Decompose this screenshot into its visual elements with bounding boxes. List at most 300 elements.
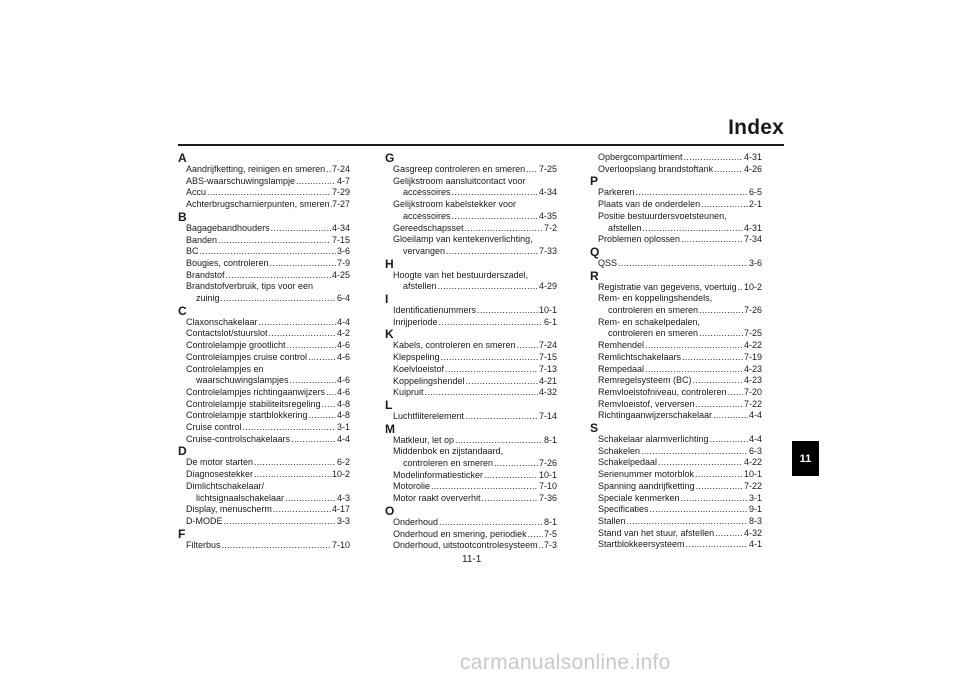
index-entry-page: 7-26 xyxy=(743,305,762,316)
index-entry-text: Contactslot/stuurslot xyxy=(186,328,268,339)
index-entry-page: 3-1 xyxy=(336,422,350,433)
index-entry xyxy=(385,305,557,317)
index-entry-page: 4-35 xyxy=(538,210,557,221)
index-entry-page: 9-1 xyxy=(748,504,762,515)
index-entry-text: controleren en smeren xyxy=(608,305,699,316)
index-entry-page: 10-1 xyxy=(743,469,762,480)
index-entry xyxy=(590,164,762,176)
index-entry-page: 4-4 xyxy=(748,410,762,421)
dot-leader xyxy=(308,352,336,364)
index-entry-text: afstellen xyxy=(608,222,642,233)
index-entry xyxy=(590,539,762,551)
dot-leader xyxy=(309,410,336,422)
index-entry-page: 7-15 xyxy=(331,234,350,245)
index-entry-text: De motor starten xyxy=(186,457,254,468)
section-letter: Q xyxy=(590,244,600,259)
index-entry xyxy=(385,211,557,223)
index-entry xyxy=(178,434,350,446)
index-entry xyxy=(178,317,350,329)
dot-leader xyxy=(682,352,743,364)
index-entry-text: Remvloeistof, verversen xyxy=(598,398,695,409)
index-entry-text: Kuipruit xyxy=(393,387,424,398)
index-entry-text: controleren en smeren xyxy=(403,458,494,469)
dot-leader xyxy=(658,457,743,469)
index-entry xyxy=(178,164,350,176)
index-entry xyxy=(178,516,350,528)
dot-leader xyxy=(695,469,743,481)
index-entry-page: 4-6 xyxy=(336,351,350,362)
watermark: carmanualsonline.info xyxy=(460,651,671,674)
section-letter: B xyxy=(178,209,187,224)
index-entry xyxy=(590,481,762,493)
dot-leader xyxy=(452,211,538,223)
index-entry xyxy=(590,340,762,352)
index-entry xyxy=(385,411,557,423)
index-entry-page: 4-31 xyxy=(743,152,762,162)
index-entry xyxy=(590,305,762,317)
index-entry xyxy=(178,246,350,258)
index-entry-heading: Rem- en koppelingshendels, xyxy=(598,293,713,304)
dot-leader xyxy=(517,340,538,352)
index-entry-text: Kabels, controleren en smeren xyxy=(393,340,516,351)
index-entry-text: Claxonschakelaar xyxy=(186,316,258,327)
index-entry xyxy=(178,328,350,340)
index-entry-text: Stand van het stuur, afstellen xyxy=(598,527,715,538)
index-entry-page: 4-25 xyxy=(331,269,350,280)
index-entry-text: Serienummer motorblok xyxy=(598,469,695,480)
index-entry-page: 4-34 xyxy=(331,222,350,233)
index-entry-text: Startblokkeersysteem xyxy=(598,539,685,550)
index-entry-page: 7-25 xyxy=(538,164,557,174)
index-entry xyxy=(590,258,762,270)
index-entry-text: Overloopslang brandstoftank xyxy=(598,163,714,174)
index-entry-text: Inrijperiode xyxy=(393,316,438,327)
index-entry-text: Brandstof xyxy=(186,269,225,280)
dot-leader xyxy=(618,258,748,270)
dot-leader xyxy=(455,435,543,447)
index-entry-text: vervangen xyxy=(403,245,446,256)
index-entry-text: Specificaties xyxy=(598,504,649,515)
dot-leader xyxy=(290,375,336,387)
index-entry-page: 7-24 xyxy=(538,340,557,351)
dot-leader xyxy=(452,187,538,199)
index-entry-text: Schakelpedaal xyxy=(598,457,658,468)
section-letter: K xyxy=(385,327,394,342)
section-letter: I xyxy=(385,292,389,307)
index-entry-page: 3-3 xyxy=(336,515,350,526)
section-letter: G xyxy=(385,151,395,165)
index-entry xyxy=(385,529,557,541)
index-entry-page: 3-6 xyxy=(336,246,350,257)
index-entry-page: 4-6 xyxy=(336,375,350,386)
index-entry-text: Accu xyxy=(186,187,207,198)
dot-leader xyxy=(441,352,538,364)
index-entry-text: controleren en smeren xyxy=(608,328,699,339)
index-entry-text: Bagagebandhouders xyxy=(186,222,270,233)
index-entry xyxy=(178,223,350,235)
index-entry-text: Stallen xyxy=(598,515,626,526)
index-entry-page: 4-2 xyxy=(336,328,350,339)
index-entry-text: Koelvloeistof xyxy=(393,363,445,374)
section-letter: C xyxy=(178,303,187,318)
index-entry xyxy=(590,375,762,387)
index-entry-page: 4-29 xyxy=(538,281,557,292)
index-entry-text: Remvloeistofniveau, controleren xyxy=(598,386,727,397)
dot-leader xyxy=(710,434,748,446)
index-entry-page: 7-22 xyxy=(743,480,762,491)
index-entry-text: Bougies, controleren xyxy=(186,257,269,268)
index-entry-page: 4-23 xyxy=(743,363,762,374)
dot-leader xyxy=(439,517,543,529)
index-entry-page: 4-7 xyxy=(336,175,350,186)
index-entry-text: Controlelampjes richtingaanwijzers xyxy=(186,386,326,397)
index-entry-page: 7-26 xyxy=(538,458,557,469)
index-entry-text: Rempedaal xyxy=(598,363,645,374)
index-entry-page: 4-17 xyxy=(331,504,350,515)
index-entry xyxy=(385,281,557,293)
dot-leader xyxy=(226,270,331,282)
dot-leader xyxy=(445,364,538,376)
index-entry xyxy=(385,493,557,505)
index-entry-text: Identificatienummers xyxy=(393,305,477,316)
dot-leader xyxy=(627,516,748,528)
dot-leader xyxy=(465,411,538,423)
index-entry-text: Diagnosestekker xyxy=(186,469,254,480)
index-entry xyxy=(178,352,350,364)
index-entry-heading: Brandstofverbruik, tips voor een xyxy=(186,281,314,292)
dot-leader xyxy=(528,529,543,541)
index-entry-page: 7-14 xyxy=(538,410,557,421)
dot-leader xyxy=(326,387,336,399)
index-entry-page: 7-5 xyxy=(543,528,557,539)
index-entry-page: 4-8 xyxy=(336,410,350,421)
index-entry xyxy=(590,528,762,540)
index-entry-text: Onderhoud en smering, periodiek xyxy=(393,528,527,539)
index-entry-page: 4-6 xyxy=(336,340,350,351)
page-title: Index xyxy=(728,116,784,139)
index-entry-text: Motor raakt oververhit xyxy=(393,493,481,504)
index-entry-text: Luchtfilterelement xyxy=(393,410,465,421)
dot-leader xyxy=(738,282,743,294)
index-entry xyxy=(590,516,762,528)
dot-leader xyxy=(466,376,538,388)
section-letter: S xyxy=(590,421,599,436)
index-entry-page: 7-29 xyxy=(331,187,350,198)
dot-leader xyxy=(681,234,743,246)
section-letter: H xyxy=(385,256,394,271)
index-entry-heading: Dimlichtschakelaar/ xyxy=(186,480,265,491)
index-entry-text: lichtsignaalschakelaar xyxy=(196,492,285,503)
dot-leader xyxy=(699,328,743,340)
index-entry-text: Remlichtschakelaars xyxy=(598,351,682,362)
section-letter: A xyxy=(178,151,187,165)
dot-leader xyxy=(715,528,743,540)
index-entry-text: zuinig xyxy=(196,293,220,304)
index-entry xyxy=(178,375,350,387)
index-entry-text: ABS-waarschuwingslampje xyxy=(186,175,296,186)
index-entry-text: D-MODE xyxy=(186,515,223,526)
dot-leader xyxy=(296,176,336,188)
dot-leader xyxy=(200,246,336,258)
chapter-tab: 11 xyxy=(792,441,819,476)
index-entry xyxy=(590,234,762,246)
index-entry-text: Plaats van de onderdelen xyxy=(598,199,701,210)
section-letter: R xyxy=(590,268,599,283)
index-entry xyxy=(590,399,762,411)
index-entry-text: Koppelingshendel xyxy=(393,375,465,386)
index-entry-page: 6-1 xyxy=(543,316,557,327)
index-entry-page: 4-8 xyxy=(336,398,350,409)
dot-leader xyxy=(287,340,336,352)
dot-leader xyxy=(477,305,538,317)
index-entry-page: 7-24 xyxy=(331,164,350,174)
dot-leader xyxy=(271,223,331,235)
index-entry xyxy=(385,187,557,199)
index-entry-text: Modelinformatiesticker xyxy=(393,469,484,480)
dot-leader xyxy=(693,375,743,387)
index-entry xyxy=(178,199,350,211)
index-entry-text: Registratie van gegevens, voertuig xyxy=(598,281,737,292)
index-entry-page: 4-34 xyxy=(538,187,557,198)
index-entry-page: 7-25 xyxy=(743,328,762,339)
index-entry-text: Remhendel xyxy=(598,340,645,351)
index-entry-page: 7-15 xyxy=(538,352,557,363)
index-entry-page: 4-4 xyxy=(336,433,350,444)
index-entry xyxy=(590,446,762,458)
index-entry xyxy=(178,187,350,199)
index-entry-page: 2-1 xyxy=(748,199,762,210)
dot-leader xyxy=(728,387,743,399)
index-entry xyxy=(590,434,762,446)
index-entry-text: Remregelsysteem (BC) xyxy=(598,375,692,386)
index-entry xyxy=(590,199,762,211)
dot-leader xyxy=(641,446,748,458)
index-entry xyxy=(590,387,762,399)
index-entry xyxy=(590,504,762,516)
dot-leader xyxy=(494,458,538,470)
index-entry-text: BC xyxy=(186,246,199,257)
index-entry-text: Klepspeling xyxy=(393,352,440,363)
dot-leader xyxy=(270,258,336,270)
index-entry-page: 7-34 xyxy=(743,234,762,245)
index-column-2 xyxy=(385,152,557,552)
title-rule xyxy=(178,144,784,146)
index-entry-text: Richtingaanwijzerschakelaar xyxy=(598,410,713,421)
index-entry xyxy=(178,410,350,422)
index-entry xyxy=(590,410,762,422)
index-entry-heading: Positie bestuurdersvoetsteunen, xyxy=(598,210,727,221)
page-number: 11-1 xyxy=(462,554,482,565)
index-entry-page: 7-10 xyxy=(538,481,557,492)
index-entry xyxy=(385,246,557,258)
index-entry-text: Banden xyxy=(186,234,218,245)
index-entry-page: 7-19 xyxy=(743,351,762,362)
dot-leader xyxy=(701,199,748,211)
index-entry-page: 4-32 xyxy=(538,387,557,398)
index-entry-page: 10-2 xyxy=(331,469,350,480)
dot-leader xyxy=(446,246,538,258)
index-entry xyxy=(590,328,762,340)
index-entry-text: Spanning aandrijfketting xyxy=(598,480,695,491)
index-entry-page: 7-36 xyxy=(538,493,557,504)
index-entry xyxy=(178,422,350,434)
section-letter: F xyxy=(178,526,186,541)
index-entry-page: 7-33 xyxy=(538,245,557,256)
index-entry-heading: Controlelampjes en xyxy=(186,363,264,374)
index-entry-page: 7-9 xyxy=(336,257,350,268)
index-entry-page: 7-2 xyxy=(543,222,557,233)
index-entry xyxy=(590,187,762,199)
index-entry-page: 3-6 xyxy=(748,257,762,268)
dot-leader xyxy=(207,187,331,199)
index-entry-page: 4-4 xyxy=(748,434,762,445)
index-entry-page: 4-3 xyxy=(336,492,350,503)
index-entry xyxy=(590,364,762,376)
dot-leader xyxy=(681,493,748,505)
index-entry-heading: Rem- en schakelpedalen, xyxy=(598,316,701,327)
dot-leader xyxy=(273,504,331,516)
index-entry xyxy=(385,317,557,329)
index-entry-page: 10-1 xyxy=(538,305,557,316)
index-entry xyxy=(590,152,762,164)
index-entry-text: Controlelampje startblokkering xyxy=(186,410,308,421)
index-entry xyxy=(385,376,557,388)
dot-leader xyxy=(484,470,538,482)
index-entry-page: 4-21 xyxy=(538,375,557,386)
dot-leader xyxy=(684,152,743,164)
index-entry-text: accessoires xyxy=(403,210,451,221)
index-entry-text: Parkeren xyxy=(598,187,635,198)
index-entry-page: 6-5 xyxy=(748,187,762,198)
dot-leader xyxy=(425,387,538,399)
dot-leader xyxy=(221,293,336,305)
index-entry-page: 4-31 xyxy=(743,222,762,233)
index-entry-text: Display, menuscherm xyxy=(186,504,272,515)
index-column-1 xyxy=(178,152,350,551)
dot-leader xyxy=(686,539,748,551)
index-entry-page: 4-26 xyxy=(743,163,762,174)
dot-leader xyxy=(713,410,748,422)
index-entry-heading: Gelijkstroom kabelstekker voor xyxy=(393,199,517,210)
index-entry-text: Cruise control xyxy=(186,422,242,433)
index-entry-page: 3-1 xyxy=(748,492,762,503)
dot-leader xyxy=(291,434,336,446)
index-entry xyxy=(385,340,557,352)
index-column-3 xyxy=(590,152,762,551)
dot-leader xyxy=(439,317,543,329)
index-entry-page: 8-1 xyxy=(543,516,557,527)
index-entry xyxy=(590,469,762,481)
index-entry-text: Schakelaar alarmverlichting xyxy=(598,434,709,445)
dot-leader xyxy=(650,504,748,516)
index-entry-page: 4-22 xyxy=(743,457,762,468)
index-entry-page: 6-4 xyxy=(336,293,350,304)
index-entry xyxy=(178,457,350,469)
section-letter: L xyxy=(385,397,393,412)
index-entry xyxy=(178,270,350,282)
dot-leader xyxy=(465,223,543,235)
index-entry xyxy=(385,164,557,176)
index-entry xyxy=(178,293,350,305)
dot-leader xyxy=(643,223,743,235)
index-entry xyxy=(590,282,762,294)
index-entry-heading: Gelijkstroom aansluitcontact voor xyxy=(393,175,526,186)
section-letter: D xyxy=(178,444,187,459)
index-entry-page: 4-32 xyxy=(743,527,762,538)
index-entry xyxy=(178,540,350,552)
index-entry-text: Controlelampjes cruise control xyxy=(186,351,308,362)
index-entry xyxy=(178,258,350,270)
dot-leader xyxy=(438,281,538,293)
index-entry xyxy=(385,223,557,235)
index-entry-heading: Hoogte van het bestuurderszadel, xyxy=(393,269,529,280)
index-entry-text: Problemen oplossen xyxy=(598,234,681,245)
dot-leader xyxy=(696,399,743,411)
index-entry-page: 4-22 xyxy=(743,340,762,351)
index-entry xyxy=(178,235,350,247)
index-entry-page: 4-1 xyxy=(748,539,762,550)
index-entry-text: Onderhoud xyxy=(393,516,439,527)
index-entry-text: Filterbus xyxy=(186,539,221,550)
dot-leader xyxy=(636,187,748,199)
index-entry-page: 7-13 xyxy=(538,363,557,374)
section-letter: M xyxy=(385,421,395,436)
index-entry-text: Controlelampje stabiliteitsregeling xyxy=(186,398,321,409)
index-entry xyxy=(178,340,350,352)
index-entry-page: 7-22 xyxy=(743,398,762,409)
index-entry xyxy=(385,458,557,470)
index-entry xyxy=(178,387,350,399)
index-entry xyxy=(385,470,557,482)
index-entry-text: Controlelampje grootlicht xyxy=(186,340,286,351)
index-entry-text: Opbergcompartiment xyxy=(598,152,683,162)
index-entry xyxy=(385,364,557,376)
index-entry-page: 4-4 xyxy=(336,316,350,327)
index-entry xyxy=(385,481,557,493)
index-entry-page: 7-27 xyxy=(331,199,350,210)
section-letter: O xyxy=(385,503,395,518)
index-entry-text: Gereedschapsset xyxy=(393,222,464,233)
index-entry-text: Achterbrugscharnierpunten, smeren xyxy=(186,199,330,210)
dot-leader xyxy=(482,493,538,505)
index-entry xyxy=(590,223,762,235)
index-entry-page: 6-2 xyxy=(336,457,350,468)
index-entry-page: 4-23 xyxy=(743,375,762,386)
dot-leader xyxy=(243,422,336,434)
index-entry xyxy=(178,399,350,411)
index-entry-page: 8-3 xyxy=(748,515,762,526)
index-entry-text: Gasgreep controleren en smeren xyxy=(393,164,526,174)
index-entry-text: Matkleur, let op xyxy=(393,434,455,445)
index-entry-text: Schakelen xyxy=(598,445,641,456)
index-entry xyxy=(385,352,557,364)
index-entry-page: 4-6 xyxy=(336,386,350,397)
index-entry-page: 10-1 xyxy=(538,469,557,480)
dot-leader xyxy=(224,516,336,528)
index-entry-page: 8-1 xyxy=(543,434,557,445)
index-entry xyxy=(385,387,557,399)
dot-leader xyxy=(645,364,743,376)
index-entry xyxy=(178,176,350,188)
index-entry xyxy=(590,352,762,364)
index-entry-page: 7-3 xyxy=(543,540,557,551)
dot-leader xyxy=(254,469,331,481)
dot-leader xyxy=(326,164,331,176)
index-entry-text: Aandrijfketting, reinigen en smeren xyxy=(186,164,326,174)
dot-leader xyxy=(222,540,331,552)
index-entry-text: Onderhoud, uitstootcontrolesysteem xyxy=(393,540,538,551)
dot-leader xyxy=(322,399,336,411)
